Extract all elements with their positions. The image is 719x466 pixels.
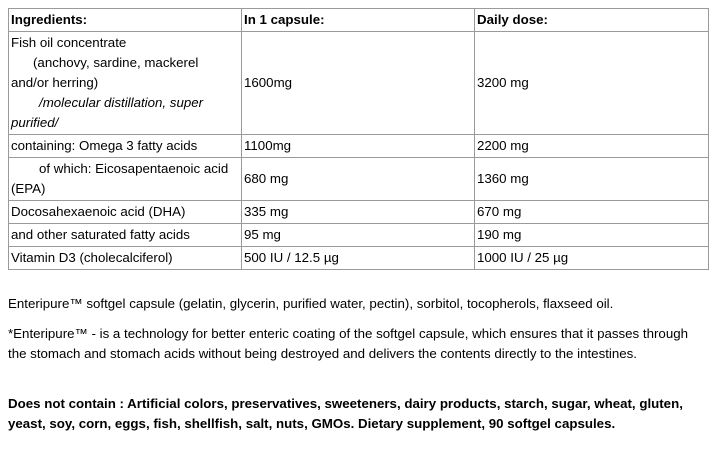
header-ingredients: Ingredients:: [9, 9, 242, 32]
saturated-name: and other saturated fatty acids: [9, 224, 242, 247]
vitamin-d3-name: Vitamin D3 (cholecalciferol): [9, 247, 242, 270]
table-row-omega3: [9, 135, 709, 158]
fish-oil-daily: 3200 mg: [475, 32, 709, 135]
dha-name: Docosahexaenoic acid (DHA): [9, 201, 242, 224]
enteripure-explanation-note: *Enteripure™ - is a technology for better enteric coating of the softgel capsule, which ensures that it passes through the stomach and stomach acids without being destroyed and delivers the contents directly to the intestines.: [8, 326, 688, 361]
header-daily-dose: Daily dose:: [475, 9, 709, 32]
does-not-contain-label: Does not contain: [8, 396, 116, 411]
table-row-saturated: [9, 224, 709, 247]
epa-daily: 1360 mg: [475, 158, 709, 201]
table-row-vitamin-d3: [9, 247, 709, 270]
table-header-row: [9, 9, 709, 32]
dha-daily: 670 mg: [475, 201, 709, 224]
capsule-composition-note: Enteripure™ softgel capsule (gelatin, glycerin, purified water, pectin), sorbitol, tocopherols, flaxseed oil.: [8, 296, 614, 311]
saturated-daily: 190 mg: [475, 224, 709, 247]
epa-capsule: 680 mg: [242, 158, 475, 201]
omega3-daily: 2200 mg: [475, 135, 709, 158]
fish-oil-line-1: Fish oil concentrate: [11, 35, 127, 50]
header-per-capsule: In 1 capsule:: [242, 9, 475, 32]
fish-oil-line-5: purified/: [11, 115, 59, 130]
table-row-fish-oil: [9, 32, 709, 135]
ingredients-table: [8, 8, 709, 270]
vitamin-d3-daily: 1000 IU / 25 µg: [475, 247, 709, 270]
fish-oil-name-cell: [9, 32, 242, 135]
epa-line-2: (EPA): [11, 181, 46, 196]
fish-oil-line-2: (anchovy, sardine, mackerel: [33, 55, 199, 70]
vitamin-d3-capsule: 500 IU / 12.5 µg: [242, 247, 475, 270]
does-not-contain-text: : Artificial colors, preservatives, sweeteners, dairy products, starch, sugar, wheat, gluten, yeast, soy, corn, eggs, fish, shellfish, salt, nuts, GMOs. Dietary supplement, 90 softgel capsules.: [8, 396, 683, 431]
fish-oil-line-4: /molecular distillation, super: [39, 95, 204, 110]
epa-name-cell: [9, 158, 242, 201]
epa-line-1: of which: Eicosapentaenoic acid: [39, 161, 229, 176]
omega3-name: containing: Omega 3 fatty acids: [9, 135, 242, 158]
fish-oil-line-3: and/or herring): [11, 75, 99, 90]
omega3-capsule: 1100mg: [242, 135, 475, 158]
fish-oil-capsule: 1600mg: [242, 32, 475, 135]
dha-capsule: 335 mg: [242, 201, 475, 224]
saturated-capsule: 95 mg: [242, 224, 475, 247]
table-row-dha: [9, 201, 709, 224]
does-not-contain-note: [8, 394, 708, 434]
table-row-epa: [9, 158, 709, 201]
